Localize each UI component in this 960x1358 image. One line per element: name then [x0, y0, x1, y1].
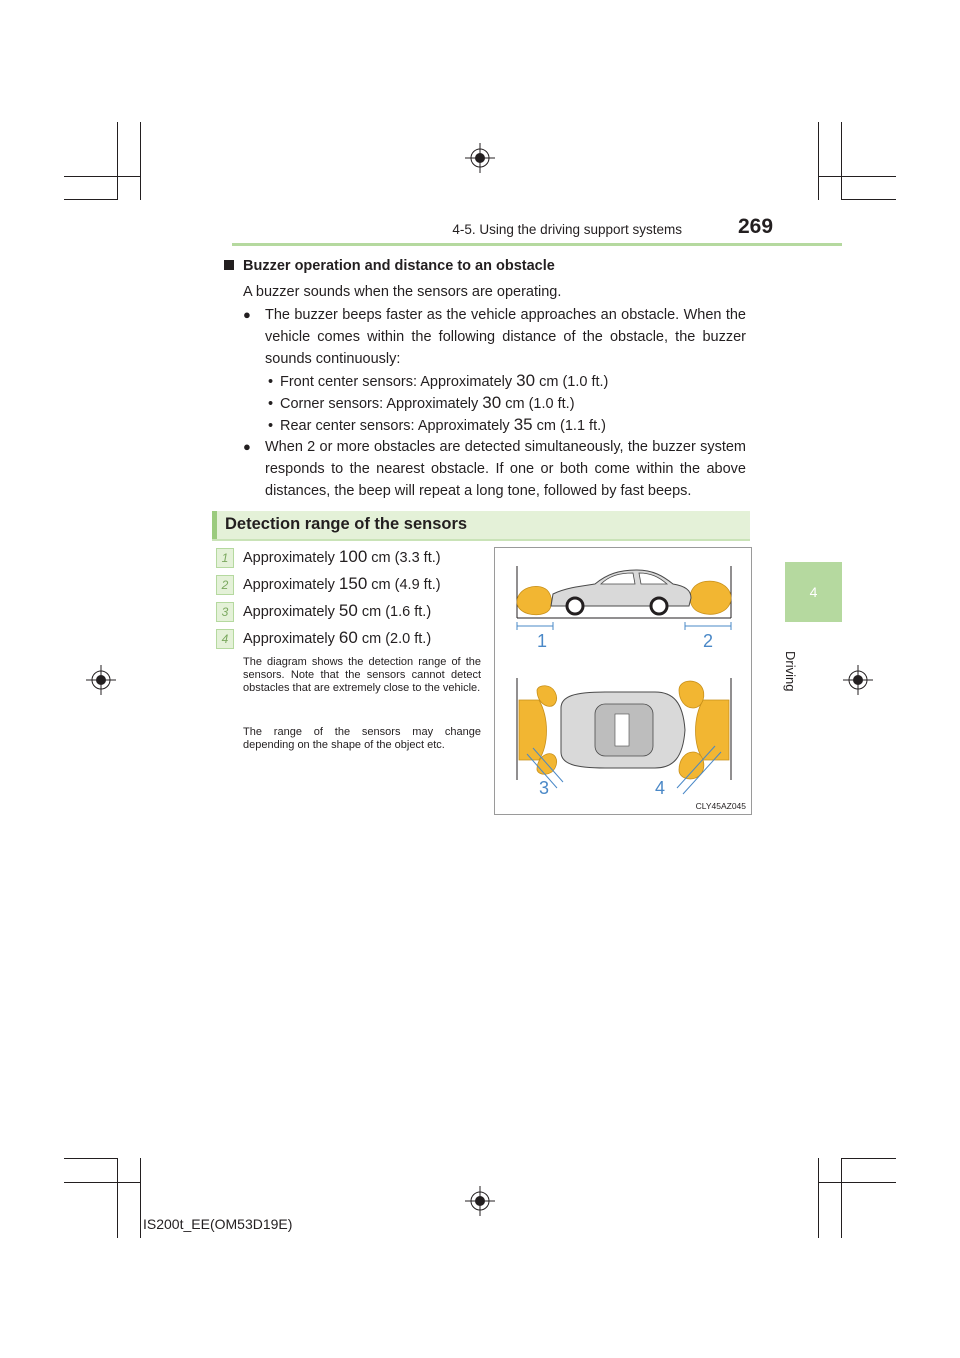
section-header: 4-5. Using the driving support systems — [452, 222, 682, 237]
note-paragraph: The diagram shows the detection range of the sensors. Note that the sensors cannot detect obstacles that are extremely close to the vehicle. — [243, 656, 481, 694]
crop-mark — [841, 199, 896, 200]
sub-item-value: 30 — [516, 371, 536, 390]
footer-code: IS200t_EE(OM53D19E) — [143, 1216, 293, 1232]
sensor-range-illustration — [495, 548, 751, 814]
sub-bullet-icon: • — [268, 396, 274, 412]
header-rule — [232, 243, 842, 246]
section-title-accent — [212, 511, 217, 539]
number-badge: 2 — [216, 575, 234, 595]
range-text — [243, 627, 431, 650]
number-badge: 1 — [216, 548, 234, 568]
bullet-dot-icon: ● — [243, 439, 251, 454]
note-paragraph: The range of the sensors may change depending on the shape of the object etc. — [243, 726, 481, 751]
chapter-label: Driving — [783, 651, 798, 692]
range-text — [243, 573, 441, 596]
sub-item-unit: cm (1.1 ft.) — [532, 418, 606, 434]
buzzer-heading — [224, 255, 555, 277]
crop-mark — [64, 176, 140, 177]
section-title: Detection range of the sensors — [225, 515, 468, 533]
crop-mark — [117, 1158, 118, 1238]
range-prefix: Approximately — [243, 577, 339, 593]
sub-bullet-icon: • — [268, 374, 274, 390]
crop-mark — [818, 176, 896, 177]
sub-item-text: Rear center sensors: Approximately — [280, 418, 514, 434]
range-text — [243, 546, 441, 569]
range-unit: cm (4.9 ft.) — [367, 577, 441, 593]
crop-mark — [64, 1182, 140, 1183]
bullet-text: The buzzer beeps faster as the vehicle approaches an obstacle. When the vehicle comes within the following distance of the obstacle, the buzzer sounds continuously: — [265, 307, 746, 367]
sub-item-value: 35 — [513, 415, 533, 434]
range-text — [243, 600, 431, 623]
bullet-item — [243, 436, 746, 502]
sub-item-unit: cm (1.0 ft.) — [535, 374, 609, 390]
bullet-dot-icon: ● — [243, 307, 251, 322]
sub-bullet-icon: • — [268, 418, 274, 434]
square-bullet-icon — [224, 260, 234, 270]
range-prefix: Approximately — [243, 631, 339, 647]
chapter-number: 4 — [809, 584, 818, 600]
crop-mark — [818, 1182, 896, 1183]
page-number: 269 — [738, 215, 774, 238]
range-value: 150 — [338, 574, 368, 593]
sub-item-unit: cm (1.0 ft.) — [501, 396, 575, 412]
sensor-distance-item — [268, 414, 606, 437]
crop-mark — [64, 1158, 117, 1159]
diagram-code: CLY45AZ045 — [695, 801, 746, 811]
range-unit: cm (1.6 ft.) — [357, 604, 432, 620]
bullet-item — [243, 304, 746, 370]
bullet-text: When 2 or more obstacles are detected simultaneously, the buzzer system responds to the nearest obstacle. If one or both come within the above distances, the beep will repeat a long tone, followed by fast beeps. — [265, 439, 746, 499]
sensor-distance-item — [268, 370, 608, 393]
diagram-label: 4 — [655, 778, 666, 798]
sub-item-value: 30 — [482, 393, 502, 412]
range-unit: cm (3.3 ft.) — [367, 550, 441, 566]
sub-item-text: Front center sensors: Approximately — [280, 374, 517, 390]
section-title-rule — [212, 539, 750, 541]
registration-mark-icon — [86, 665, 116, 695]
crop-mark — [841, 1158, 896, 1159]
range-value: 50 — [338, 601, 358, 620]
range-value: 100 — [338, 547, 368, 566]
diagram-label: 2 — [703, 631, 714, 651]
buzzer-heading-text: Buzzer operation and distance to an obstacle — [243, 258, 555, 274]
range-prefix: Approximately — [243, 604, 339, 620]
number-badge: 3 — [216, 602, 234, 622]
number-badge: 4 — [216, 629, 234, 649]
crop-mark — [818, 122, 819, 200]
crop-mark — [140, 1158, 141, 1238]
sensor-range-diagram — [494, 547, 752, 815]
diagram-label: 1 — [537, 631, 548, 651]
crop-mark — [841, 1158, 842, 1238]
range-prefix: Approximately — [243, 550, 339, 566]
chapter-tab — [785, 562, 842, 622]
crop-mark — [64, 199, 117, 200]
range-value: 60 — [338, 628, 358, 647]
registration-mark-icon — [465, 143, 495, 173]
buzzer-intro: A buzzer sounds when the sensors are operating. — [243, 284, 562, 300]
crop-mark — [841, 122, 842, 200]
sensor-distance-item — [268, 392, 575, 415]
crop-mark — [117, 122, 118, 200]
registration-mark-icon — [843, 665, 873, 695]
registration-mark-icon — [465, 1186, 495, 1216]
crop-mark — [818, 1158, 819, 1238]
crop-mark — [140, 122, 141, 200]
sub-item-text: Corner sensors: Approximately — [280, 396, 483, 412]
diagram-label: 3 — [539, 778, 550, 798]
range-unit: cm (2.0 ft.) — [357, 631, 432, 647]
